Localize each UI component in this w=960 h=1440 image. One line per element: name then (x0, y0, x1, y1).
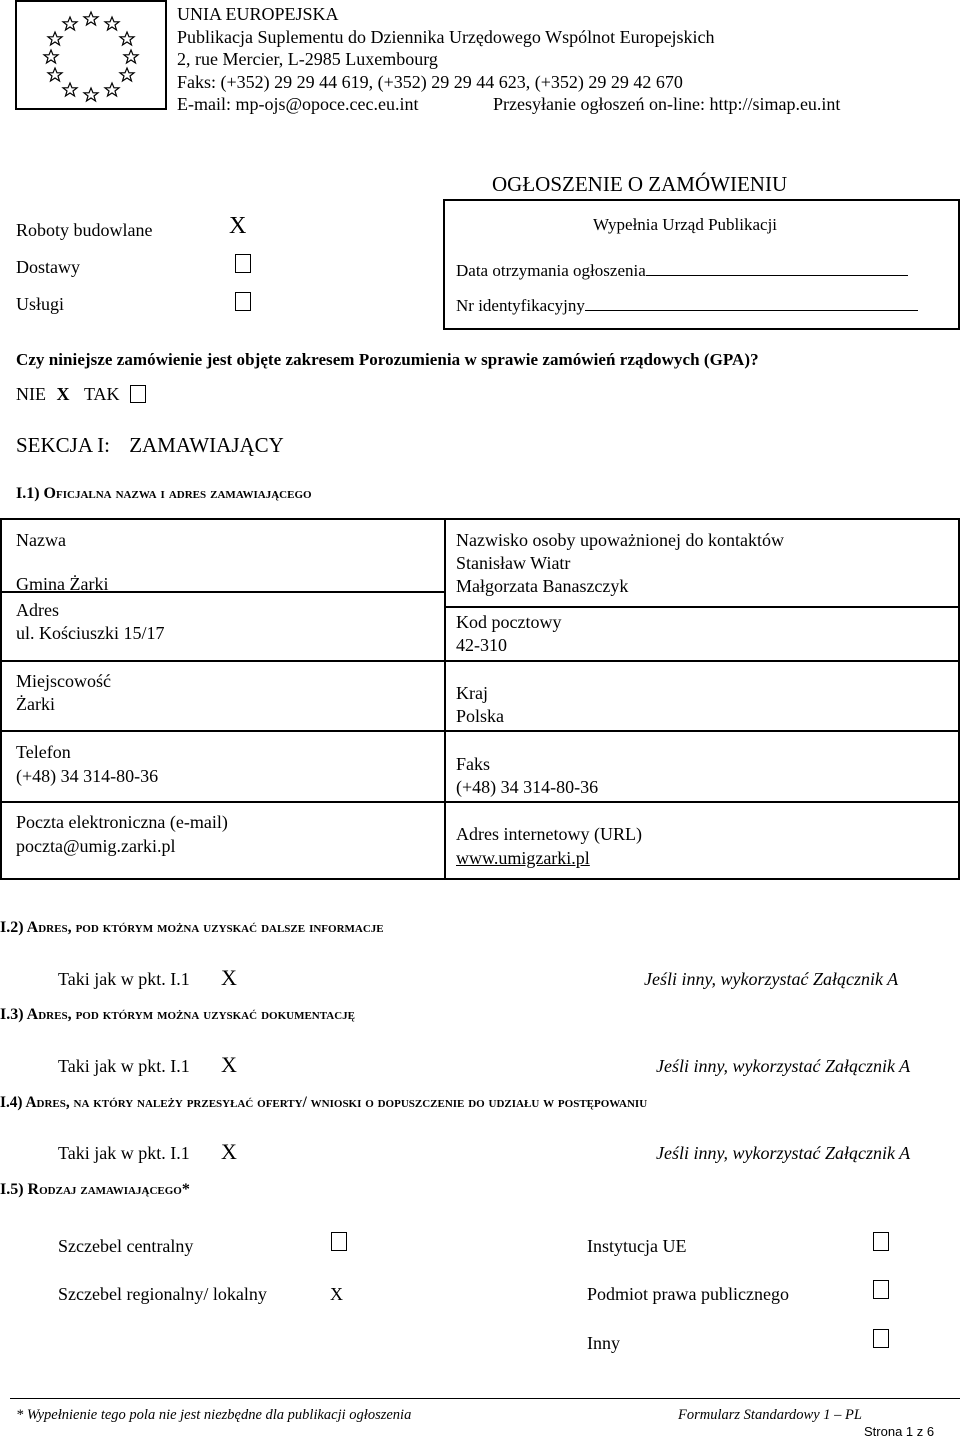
i1-url-value[interactable]: www.umigzarki.pl (456, 848, 590, 868)
notice-date-label: Data otrzymania ogłoszenia (456, 261, 646, 280)
i1-fax-value: (+48) 34 314-80-36 (456, 777, 599, 797)
i1-table (0, 518, 960, 880)
footer-form: Formularz Standardowy 1 – PL (678, 1407, 862, 1423)
i3-other: Jeśli inny, wykorzystać Załącznik A (656, 1056, 911, 1076)
i1-email-label: Poczta elektroniczna (e-mail) (16, 812, 228, 832)
gpa-no-label: NIE (16, 384, 46, 404)
header-block (177, 3, 840, 116)
i1-address-label: Adres (16, 600, 59, 620)
i5-eu-label: Instytucja UE (587, 1236, 687, 1256)
i1-contact-2: Małgorzata Banaszczyk (456, 576, 629, 596)
notice-id-label: Nr identyfikacyjny (456, 296, 585, 315)
notice-title: OGŁOSZENIE O ZAMÓWIENIU (492, 172, 788, 196)
gpa-yes-checkbox[interactable] (130, 385, 146, 403)
i2-same: Taki jak w pkt. I.1 (58, 969, 190, 989)
i1-city-label: Miejscowość (16, 671, 111, 691)
i5-central-checkbox[interactable] (331, 1232, 347, 1251)
i1-table-divider (444, 520, 446, 878)
gpa-no-mark[interactable]: X (56, 384, 70, 404)
section-1-title: ZAMAWIAJĄCY (129, 433, 284, 457)
i5-regional-label: Szczebel regionalny/ lokalny (58, 1284, 267, 1304)
i3-mark[interactable]: X (221, 1052, 237, 1077)
i1-row-line-3 (2, 801, 958, 803)
eu-stars-icon (17, 2, 165, 108)
i1-postal-label: Kod pocztowy (456, 612, 562, 632)
notice-filled-by: Wypełnia Urząd Publikacji (593, 215, 778, 234)
contract-type-label: Dostawy (16, 257, 80, 277)
i1-fax-label: Faks (456, 754, 491, 774)
notice-date-field[interactable] (646, 274, 908, 276)
i1-row-line-1 (2, 660, 958, 662)
gpa-question: Czy niniejsze zamówienie jest objęte zakresem Porozumienia w sprawie zamówień rządowych (GPA)? (16, 350, 759, 369)
notice-id-row (456, 296, 918, 316)
section-1-heading (16, 433, 284, 458)
i2-other: Jeśli inny, wykorzystać Załącznik A (644, 969, 899, 989)
header-line-2: Publikacja Suplementu do Dziennika Urzędowego Wspólnot Europejskich (177, 26, 715, 47)
i1-email-value: poczta@umig.zarki.pl (16, 836, 176, 856)
header-online: Przesyłanie ogłoszeń on-line: http://simap.eu.int (493, 94, 841, 114)
i5-other-checkbox[interactable] (873, 1329, 889, 1348)
gpa-answer (16, 384, 146, 405)
contract-type-dostawy-checkbox[interactable] (235, 254, 251, 273)
footer-note: * Wypełnienie tego pola nie jest niezbędne dla publikacji ogłoszenia (16, 1407, 412, 1423)
notice-date-row (456, 261, 908, 281)
i2-mark[interactable]: X (221, 965, 237, 990)
i1-heading: I.1) Oficjalna nazwa i adres zamawiającego (16, 485, 312, 502)
contract-type-roboty-mark[interactable]: X (229, 213, 247, 239)
i1-phone-label: Telefon (16, 742, 71, 762)
i4-same: Taki jak w pkt. I.1 (58, 1143, 190, 1163)
i5-eu-checkbox[interactable] (873, 1232, 889, 1251)
i5-regional-mark[interactable]: X (330, 1284, 343, 1304)
i5-heading: I.5) Rodzaj zamawiającego* (0, 1181, 190, 1198)
i1-country-label: Kraj (456, 683, 488, 703)
i1-name-value: Gmina Żarki (16, 574, 109, 594)
i3-same: Taki jak w pkt. I.1 (58, 1056, 190, 1076)
contract-type-uslugi-checkbox[interactable] (235, 292, 251, 311)
contract-type-roboty (16, 220, 153, 241)
i3-heading: I.3) Adres, pod którym można uzyskać dokumentację (0, 1006, 355, 1023)
i1-right-line-a (444, 606, 960, 608)
section-1-label: SEKCJA I: (16, 433, 110, 457)
i4-mark[interactable]: X (221, 1139, 237, 1164)
i1-city-value: Żarki (16, 694, 55, 714)
notice-box (443, 199, 960, 330)
i4-other: Jeśli inny, wykorzystać Załącznik A (656, 1143, 911, 1163)
footer-rule (10, 1398, 960, 1399)
i5-public-law-checkbox[interactable] (873, 1280, 889, 1299)
header-line-3: 2, rue Mercier, L-2985 Luxembourg (177, 49, 438, 69)
i1-country-value: Polska (456, 706, 505, 726)
i1-url-label: Adres internetowy (URL) (456, 824, 642, 844)
i1-postal-value: 42-310 (456, 635, 507, 655)
i2-heading: I.2) Adres, pod którym można uzyskać dalsze informacje (0, 919, 384, 936)
notice-id-field[interactable] (585, 309, 918, 311)
contract-type-uslugi (16, 294, 64, 315)
i1-contact-label: Nazwisko osoby upoważnionej do kontaktów (456, 530, 784, 550)
i5-public-law-label: Podmiot prawa publicznego (587, 1284, 789, 1304)
i1-contact-1: Stanisław Wiatr (456, 553, 571, 573)
i5-other-label: Inny (587, 1333, 620, 1353)
i1-phone-value: (+48) 34 314-80-36 (16, 766, 159, 786)
i1-address-value: ul. Kościuszki 15/17 (16, 623, 165, 643)
i5-central-label: Szczebel centralny (58, 1236, 194, 1256)
eu-logo (15, 0, 167, 110)
gpa-yes-label: TAK (84, 384, 120, 404)
footer-page: Strona 1 z 6 (864, 1424, 935, 1439)
i4-heading: I.4) Adres, na który należy przesyłać oferty/ wnioski o dopuszczenie do udziału w postępowaniu (0, 1094, 648, 1111)
contract-type-label: Roboty budowlane (16, 220, 153, 240)
contract-type-label: Usługi (16, 294, 65, 314)
contract-type-dostawy (16, 257, 80, 278)
header-email: E-mail: mp-ojs@opoce.cec.eu.int (177, 94, 419, 114)
header-line-1: UNIA EUROPEJSKA (177, 4, 339, 24)
i1-name-label: Nazwa (16, 530, 66, 550)
header-line-4: Faks: (+352) 29 29 44 619, (+352) 29 29 44 623, (+352) 29 29 42 670 (177, 71, 683, 92)
i1-row-line-2 (2, 730, 958, 732)
